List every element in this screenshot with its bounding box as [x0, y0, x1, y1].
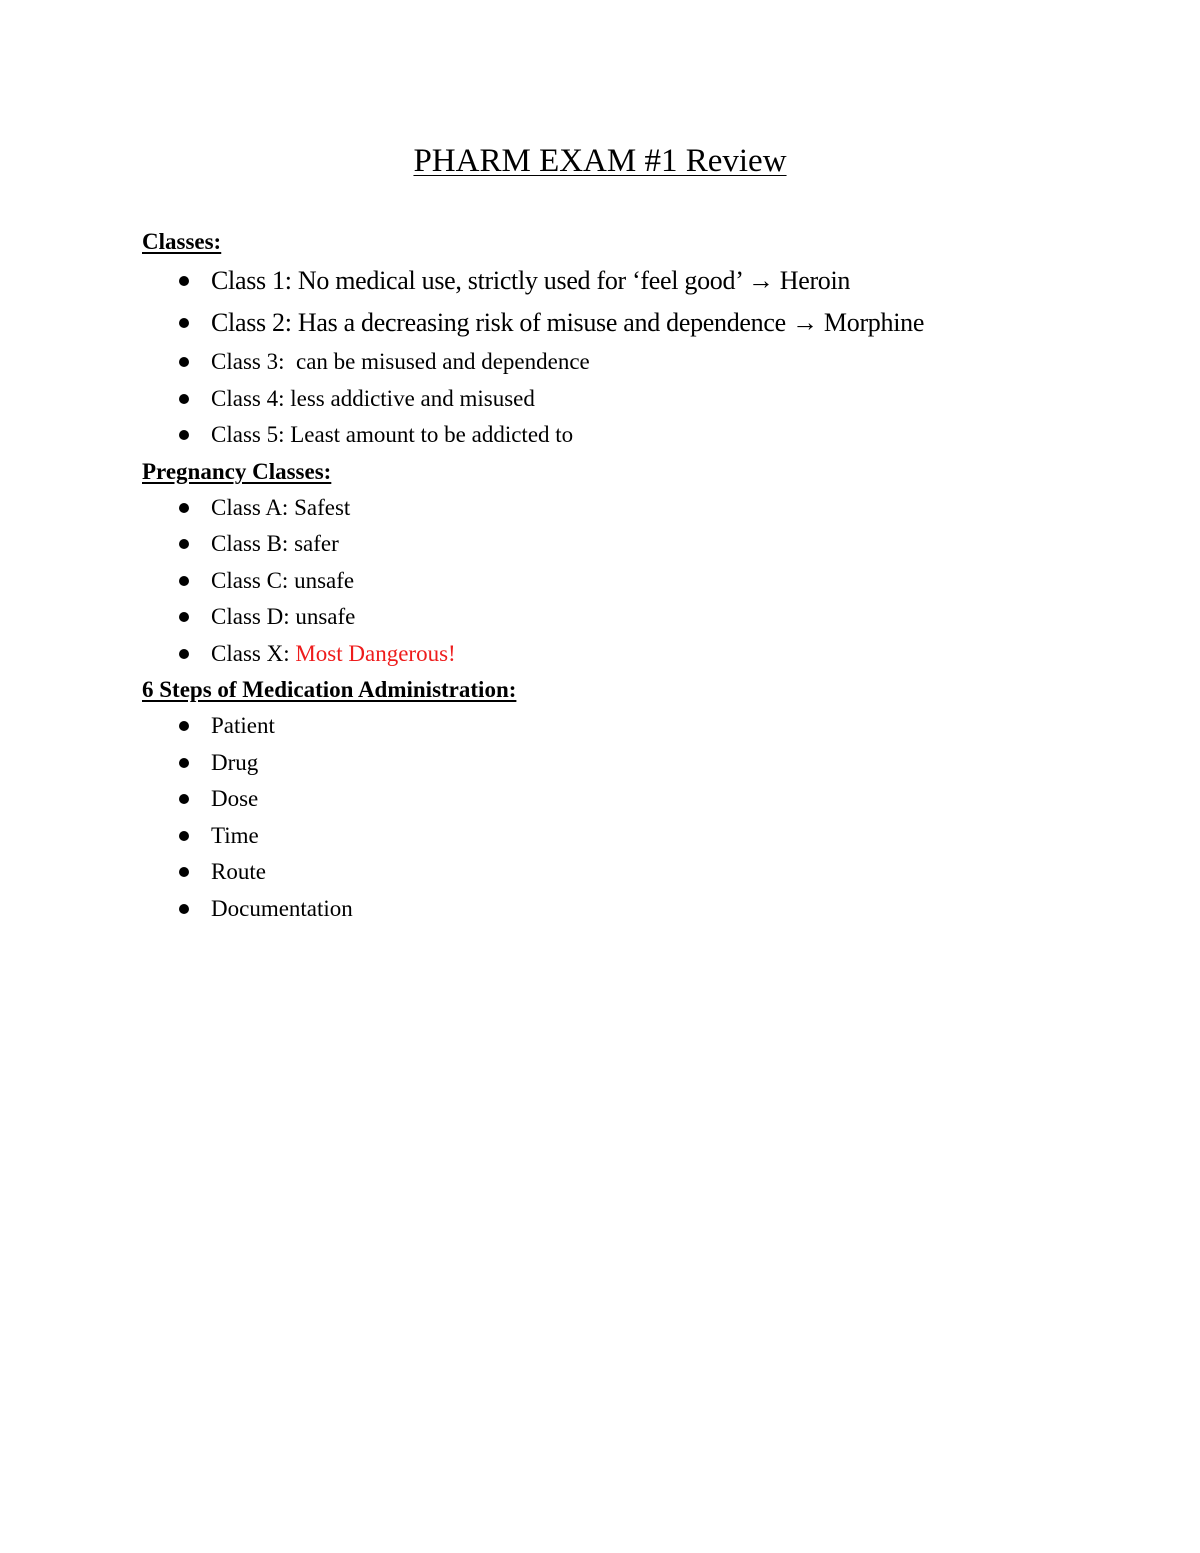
list-item-text-prefix: Class X:: [211, 640, 296, 666]
bullet-icon: [179, 758, 189, 768]
list-item-text: Class 4: less addictive and misused: [211, 385, 535, 411]
list-item: [142, 260, 1102, 302]
bullet-icon: [179, 721, 189, 731]
list-item-text: Documentation: [211, 895, 353, 921]
bullet-icon: [179, 430, 189, 440]
bullet-icon: [179, 867, 189, 877]
list-item: [142, 344, 1102, 381]
list-item: [142, 854, 1102, 891]
list-item-text: Route: [211, 859, 266, 884]
warning-text: Most Dangerous!: [295, 640, 456, 666]
document-body: [142, 224, 1102, 927]
bullet-icon: [179, 357, 189, 367]
list-item: [142, 818, 1102, 855]
bullet-icon: [179, 503, 189, 513]
bullet-icon: [179, 649, 189, 659]
list-item: [142, 708, 1102, 745]
list-item: [142, 781, 1102, 818]
list-item-text: Class 1: No medical use, strictly used for ‘feel good’ → Heroin: [211, 266, 851, 295]
section-heading-pregnancy-classes: Pregnancy Classes:: [142, 458, 332, 484]
list-item-text: Class A: Safest: [211, 494, 351, 520]
bullet-icon: [179, 794, 189, 804]
bullet-icon: [179, 904, 189, 914]
bullet-icon: [179, 394, 189, 404]
bullet-icon: [179, 276, 189, 286]
bullet-icon: [179, 831, 189, 841]
list-item: [142, 636, 1102, 673]
list-item-text: Drug: [211, 749, 259, 775]
list-item: [142, 490, 1102, 527]
list-item-text: Class C: unsafe: [211, 567, 355, 593]
classes-list: [142, 260, 1102, 454]
list-item-text: Class D: unsafe: [211, 604, 356, 629]
list-item: [142, 745, 1102, 782]
list-item: [142, 302, 1102, 344]
list-item: [142, 891, 1102, 928]
list-item-text: Class 3: can be misused and dependence: [211, 349, 590, 374]
list-item: [142, 599, 1102, 636]
bullet-icon: [179, 318, 189, 328]
list-item: [142, 526, 1102, 563]
document-title: PHARM EXAM #1 Review: [413, 143, 787, 179]
list-item-text: Time: [211, 822, 259, 848]
list-item-text: Patient: [211, 713, 275, 738]
list-item: [142, 563, 1102, 600]
section-heading-medication-steps: 6 Steps of Medication Administration:: [142, 677, 517, 702]
list-item-text: Class B: safer: [211, 531, 339, 556]
list-item: [142, 381, 1102, 418]
list-item: [142, 417, 1102, 454]
list-item-text: Class 5: Least amount to be addicted to: [211, 422, 574, 447]
section-heading-classes: Classes:: [142, 229, 222, 254]
list-item-text: Class 2: Has a decreasing risk of misuse and dependence → Morphine: [211, 308, 925, 337]
list-item-text: Dose: [211, 786, 259, 811]
medication-steps-list: [142, 708, 1102, 927]
bullet-icon: [179, 576, 189, 586]
bullet-icon: [179, 612, 189, 622]
pregnancy-classes-list: [142, 490, 1102, 673]
bullet-icon: [179, 539, 189, 549]
